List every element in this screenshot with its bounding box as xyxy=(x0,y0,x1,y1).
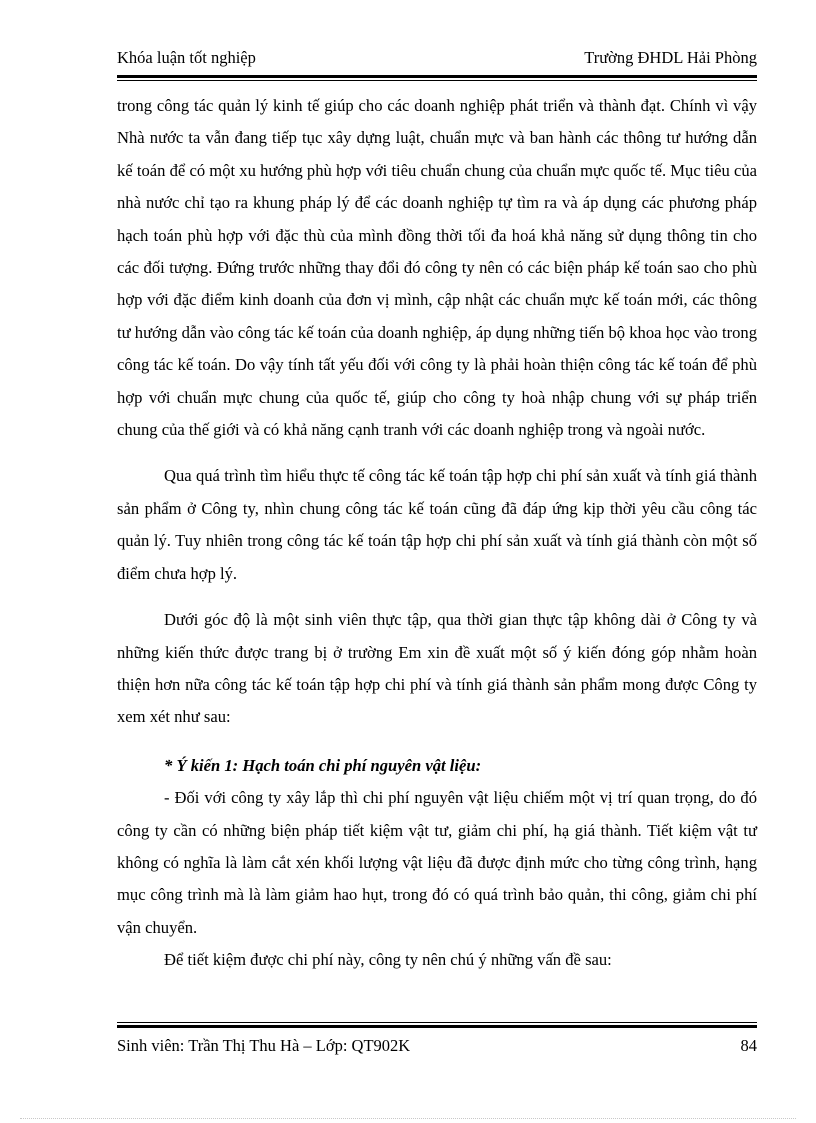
paragraph-savings-lead: Để tiết kiệm được chi phí này, công ty nên chú ý những vấn đề sau: xyxy=(164,950,612,970)
page-bottom-border xyxy=(20,1118,796,1119)
header-rule-thick xyxy=(117,75,757,78)
page-header xyxy=(117,48,757,72)
header-university: Trường ĐHDL Hải Phòng xyxy=(584,48,757,67)
paragraph-proposal-intro: Dưới góc độ là một sinh viên thực tập, qua thời gian thực tập không dài ở Công ty và những kiến thức được trang bị ở trường Em xin đề xuất một số ý kiến đóng góp nhằm hoàn thiện hơn nữa công tác kế toán tập hợp chi phí và tính giá thành sản phẩm mong được Công ty xem xét như sau: xyxy=(117,610,757,727)
paragraph-continuation: trong công tác quản lý kinh tế giúp cho các doanh nghiệp phát triển và thành đạt. Chính vì vậy Nhà nước ta vẫn đang tiếp tục xây dựng luật, chuẩn mực và ban hành các thông tư hướng dẫn kế toán để có một xu hướng phù hợp với tiêu chuẩn chung của chuẩn mực quốc tế. Mục tiêu của nhà nước chỉ tạo ra khung pháp lý để các doanh nghiệp tự tìm ra và áp dụng các phương pháp hạch toán phù hợp với đặc thù của mình đồng thời tối đa hoá khả năng sử dụng thông tin cho các đối tượng. Đứng trước những thay đổi đó công ty nên có các biện pháp kế toán sao cho phù hợp với đặc điểm kinh doanh của đơn vị mình, cập nhật các chuẩn mực kế toán mới, các thông tư hướng dẫn vào công tác kế toán của doanh nghiệp, áp dụng những tiến bộ khoa học vào trong công tác kế toán. Do vậy tính tất yếu đối với công ty là phải hoàn thiện công tác kế toán để phù hợp với chuẩn mực chung của quốc tế, giúp cho công ty hoà nhập chung với sự pháp triển chung của thế giới và có khả năng cạnh tranh với các doanh nghiệp trong và ngoài nước. xyxy=(117,96,757,440)
footer-rule-thin xyxy=(117,1022,757,1023)
page-number: 84 xyxy=(740,1036,757,1055)
section-heading-opinion-1: * Ý kiến 1: Hạch toán chi phí nguyên vật liệu: xyxy=(164,755,482,775)
paragraph-overview: Qua quá trình tìm hiểu thực tế công tác kế toán tập hợp chi phí sản xuất và tính giá thành sản phẩm ở Công ty, nhìn chung công tác kế toán cũng đã đáp ứng kịp thời yêu cầu công tác quản lý. Tuy nhiên trong công tác kế toán tập hợp chi phí sản xuất và tính giá thành còn một số điểm chưa hợp lý. xyxy=(117,466,757,583)
header-thesis-title: Khóa luận tốt nghiệp xyxy=(117,48,256,67)
body-text xyxy=(117,90,757,977)
footer-rule-thick xyxy=(117,1025,757,1028)
paragraph-material-cost: - Đối với công ty xây lắp thì chi phí nguyên vật liệu chiếm một vị trí quan trọng, do đó công ty cần có những biện pháp tiết kiệm vật tư, giảm chi phí, hạ giá thành. Tiết kiệm vật tư không có nghĩa là làm cắt xén khối lượng vật liệu đã được định mức cho từng công trình, hạng mục công trình mà là làm giảm hao hụt, trong đó có quá trình bảo quản, thi công, giảm chi phí vận chuyển. xyxy=(117,788,757,937)
header-rule-thin xyxy=(117,80,757,81)
page-footer xyxy=(117,1036,757,1060)
footer-student-info: Sinh viên: Trần Thị Thu Hà – Lớp: QT902K xyxy=(117,1036,411,1055)
